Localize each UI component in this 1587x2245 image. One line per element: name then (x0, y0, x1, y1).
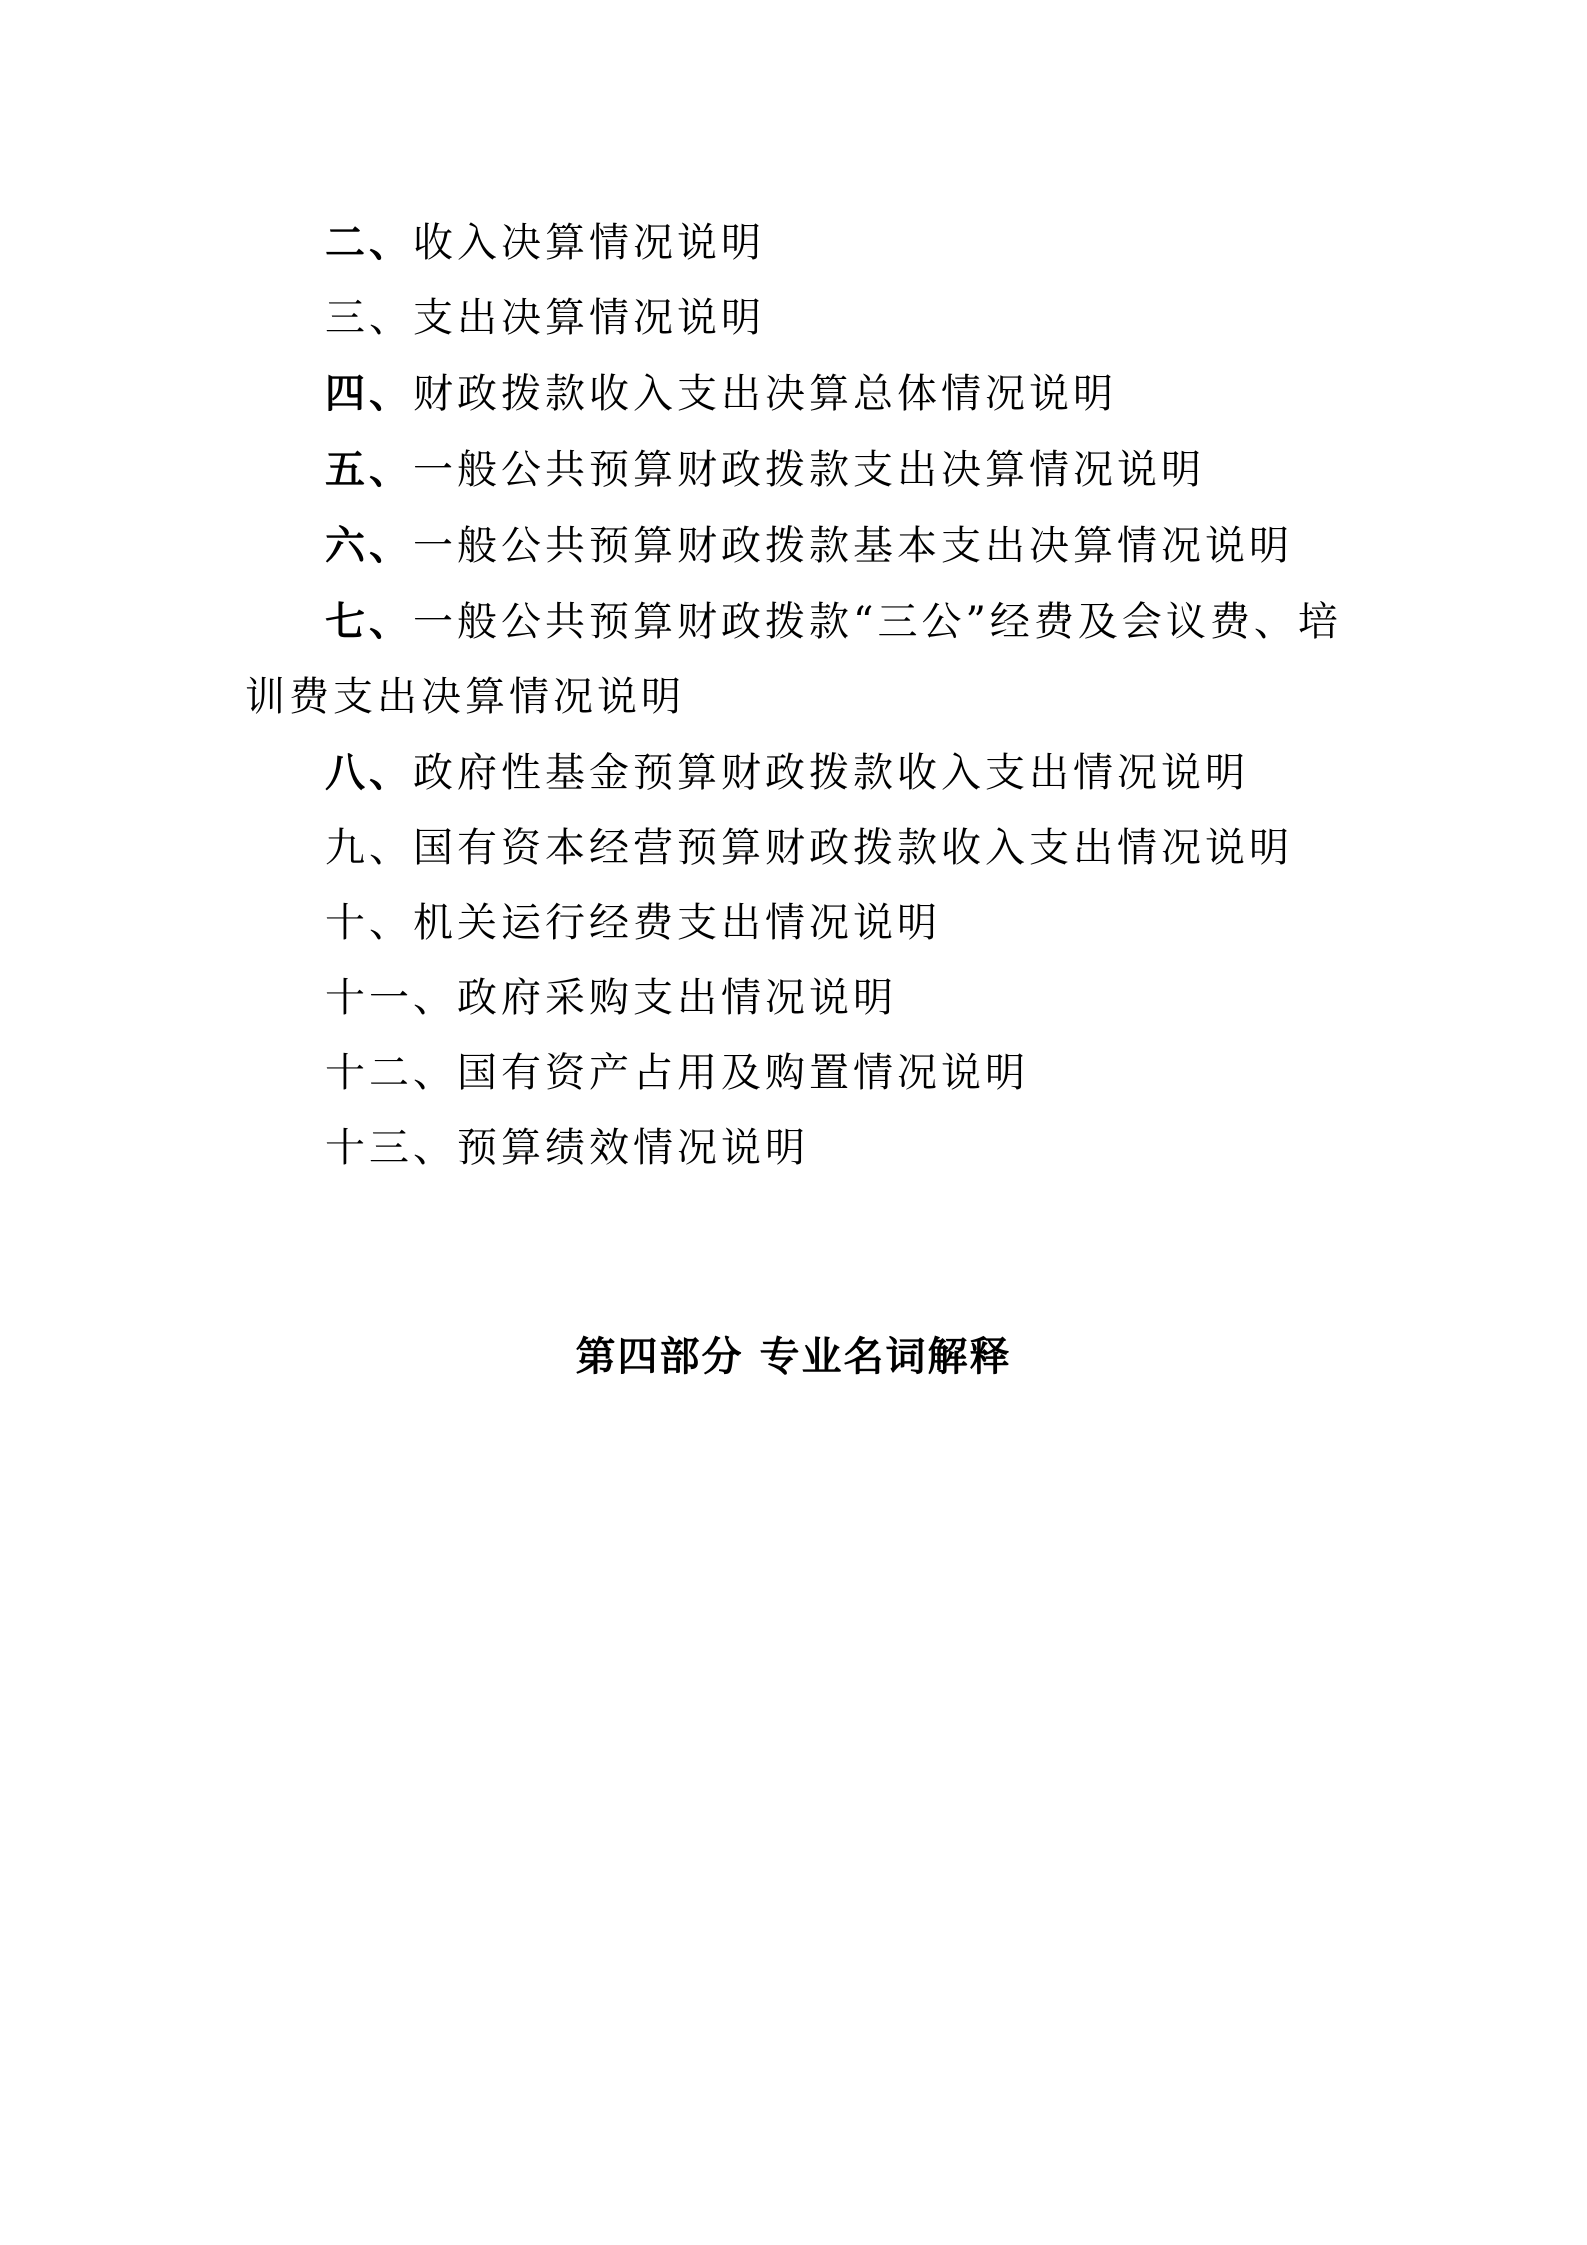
toc-item-number: 十一、 (325, 975, 457, 1021)
toc-list (245, 205, 1355, 1186)
toc-item-text: 国有资产占用及购置情况说明 (457, 1050, 1029, 1096)
toc-item-general-budget-expenditure (245, 432, 1355, 508)
toc-item-text: 支出决算情况说明 (413, 295, 765, 341)
toc-item-procurement (245, 961, 1355, 1036)
toc-item-performance (245, 1111, 1355, 1186)
section-heading: 第四部分 专业名词解释 (575, 1334, 1012, 1380)
toc-item-number: 六、 (325, 522, 413, 569)
toc-item-income (245, 205, 1355, 281)
toc-item-three-public (245, 584, 1355, 735)
toc-item-state-assets (245, 1036, 1355, 1111)
toc-item-number: 九、 (325, 825, 413, 871)
toc-item-text: 预算绩效情况说明 (457, 1125, 809, 1171)
toc-item-expenditure (245, 281, 1355, 356)
toc-item-number: 二、 (325, 219, 413, 266)
toc-item-operating-expenses (245, 886, 1355, 961)
toc-item-number: 十、 (325, 900, 413, 946)
toc-item-government-fund (245, 735, 1355, 811)
toc-item-text: 机关运行经费支出情况说明 (413, 900, 941, 946)
toc-item-text: 国有资本经营预算财政拨款收入支出情况说明 (413, 825, 1293, 871)
toc-item-text: 收入决算情况说明 (413, 220, 765, 266)
toc-item-text: 一般公共预算财政拨款基本支出决算情况说明 (413, 523, 1293, 569)
toc-item-general-budget-basic (245, 508, 1355, 584)
toc-item-number: 十二、 (325, 1050, 457, 1096)
toc-item-number: 八、 (325, 749, 413, 796)
toc-item-text: 政府性基金预算财政拨款收入支出情况说明 (413, 750, 1249, 796)
toc-item-fiscal-overall (245, 356, 1355, 432)
toc-item-number: 四、 (325, 370, 413, 417)
toc-item-text: 一般公共预算财政拨款支出决算情况说明 (413, 447, 1205, 493)
toc-item-number: 五、 (325, 446, 413, 493)
toc-item-text: 一般公共预算财政拨款“三公”经费及会议费、培训费支出决算情况说明 (245, 599, 1342, 720)
toc-item-number: 三、 (325, 295, 413, 341)
toc-item-text: 财政拨款收入支出决算总体情况说明 (413, 371, 1117, 417)
toc-item-text: 政府采购支出情况说明 (457, 975, 897, 1021)
toc-item-number: 七、 (325, 598, 413, 645)
toc-item-state-capital (245, 811, 1355, 886)
toc-item-number: 十三、 (325, 1125, 457, 1171)
